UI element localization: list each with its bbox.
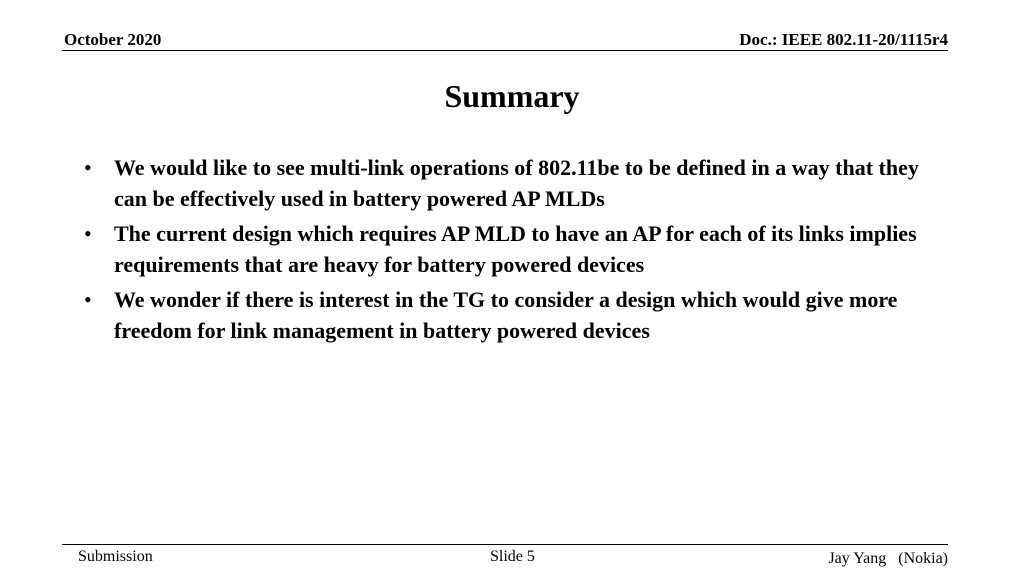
footer-submission: Submission [78, 548, 153, 565]
header-doc-id: Doc.: IEEE 802.11-20/1115r4 [739, 30, 948, 49]
bullet-text: We would like to see multi-link operations of 802.11be to be defined in a way that they can be effectively used in battery powered AP MLDs [114, 155, 919, 211]
bullet-marker: • [84, 287, 92, 312]
bullet-item [80, 284, 940, 346]
header-divider [62, 50, 948, 51]
bullet-marker: • [84, 221, 92, 246]
bullet-marker: • [84, 155, 92, 180]
footer-author: Jay Yang (Nokia) [828, 550, 948, 567]
bullet-item [80, 152, 940, 214]
footer-slide-number: Slide 5 [490, 548, 535, 565]
footer-divider [62, 544, 948, 545]
slide-title: Summary [444, 78, 580, 114]
bullet-text: The current design which requires AP MLD to have an AP for each of its links implies requirements that are heavy for battery powered devices [114, 221, 917, 277]
header-date: October 2020 [64, 30, 162, 49]
bullet-list [80, 152, 940, 350]
bullet-text: We wonder if there is interest in the TG to consider a design which would give more freedom for link management in battery powered devices [114, 287, 898, 343]
bullet-item [80, 218, 940, 280]
